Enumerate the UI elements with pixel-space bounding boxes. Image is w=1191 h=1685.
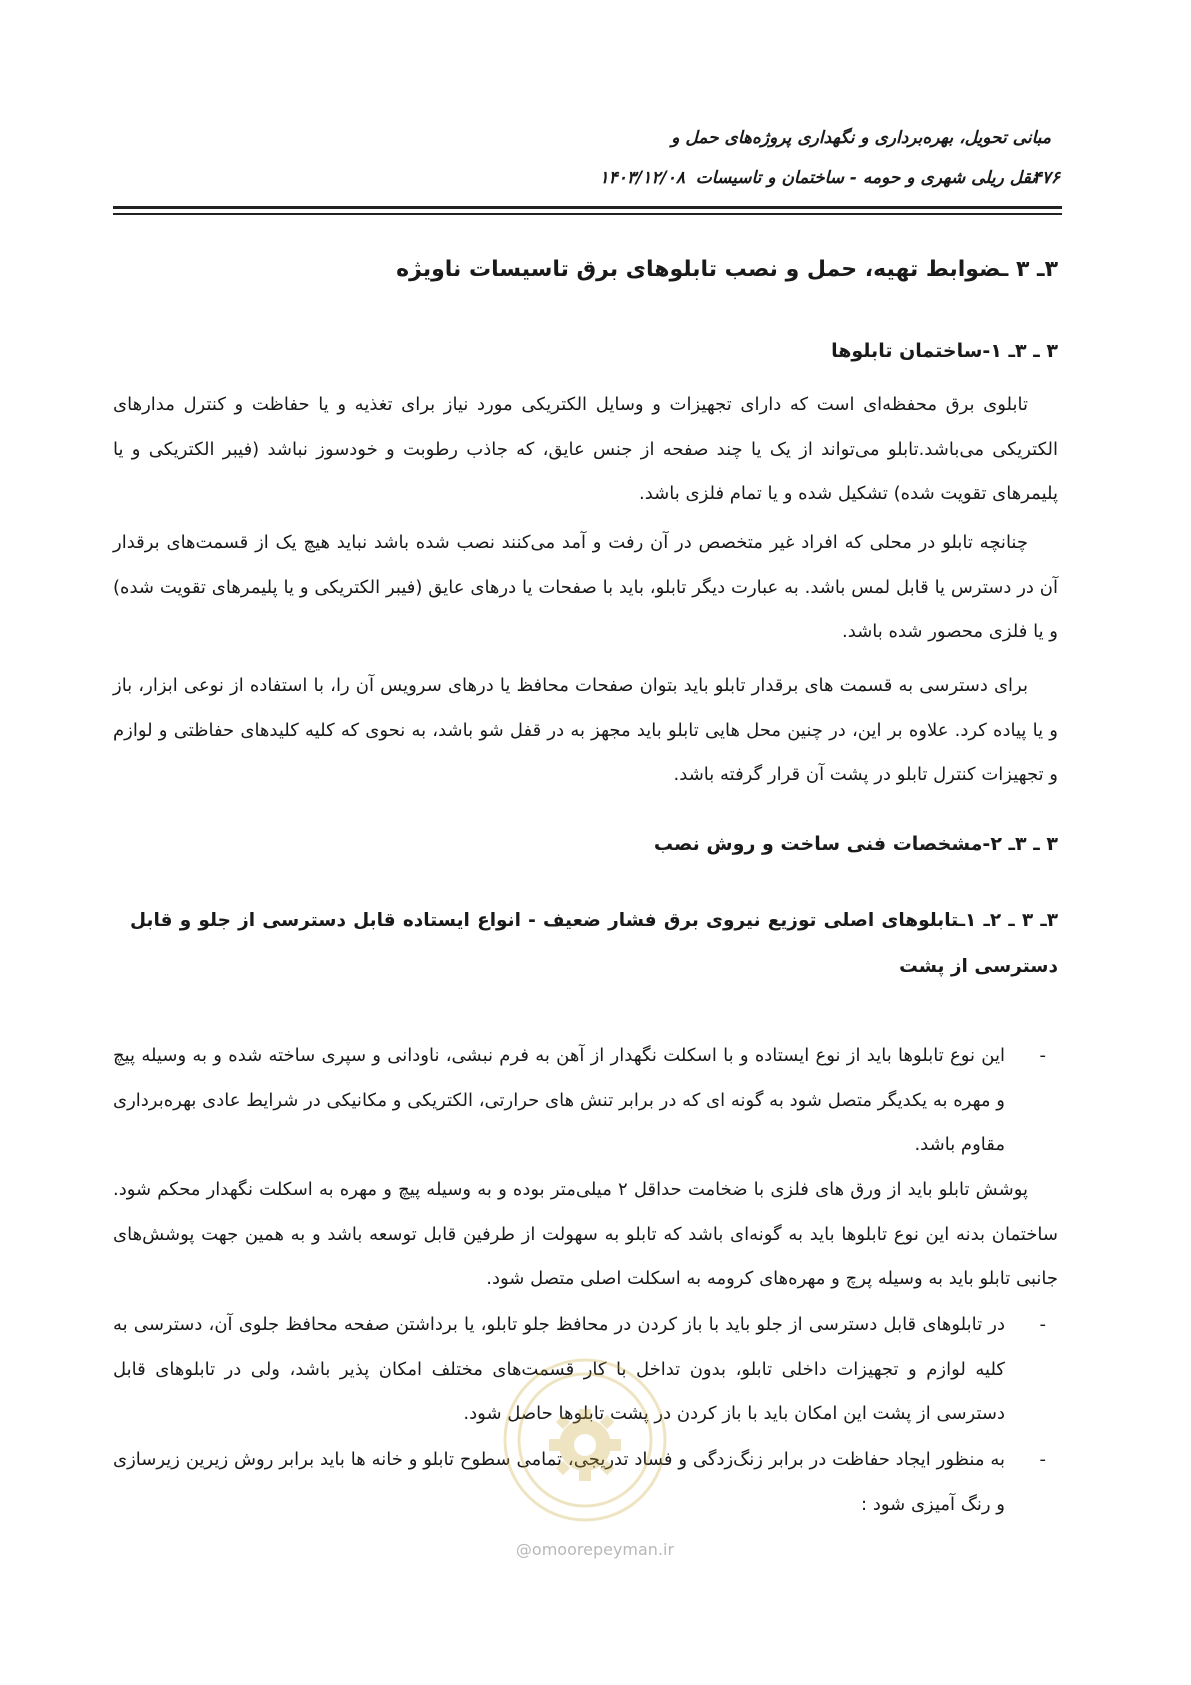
- bullet-text: به منظور ایجاد حفاظت در برابر زنگ‌زدگی و فساد تدریجی، تمامی سطوح تابلو و خانه ها باید برابر روش زیرین زیرسازی و رنگ آمیزی شود :: [113, 1449, 1005, 1515]
- section-heading: ۳ـ ۳ ـضوابط تهیه، حمل و نصب تابلوهای برق تاسیسات ناویژه: [396, 257, 1058, 282]
- paragraph-2-text: چنانچه تابلو در محلی که افراد غیر متخصص در آن رفت و آمد می‌کنند نصب شده باشد نباید هیچ یک از قسمت‌های برقدار آن در دسترس یا قابل لمس باشد. به عبارت دیگر تابلو، باید با صفحات یا درهای عایق (فیبر الکتریکی و یا پلیمرهای تقویت شده) و یا فلزی محصور شده باشد.: [113, 532, 1058, 642]
- page-number: ۴۷۶: [1032, 168, 1060, 188]
- watermark-text: @omoorepeyman.ir: [515, 1540, 675, 1559]
- bullet-text: در تابلوهای قابل دسترسی از جلو باید با باز کردن در محافظ جلو تابلو، یا برداشتن صفحه محافظ جلوی آن، دسترسی به کلیه لوازم و تجهیزات داخلی تابلو، بدون تداخل با کار قسمت‌های مختلف امکان پذیر باشد، ولی در تابلوهای قابل دسترسی از پشت این امکان باید با باز کردن در پشت تابلوها حاصل شود.: [113, 1314, 1005, 1424]
- paragraph-1-text: تابلوی برق محفظه‌ای است که دارای تجهیزات و وسایل الکتریکی مورد نیاز برای تغذیه و یا حفاظت و کنترل مدارهای الکتریکی می‌باشد.تابلو می‌تواند از یک یا چند صفحه از جنس عایق، که جاذب رطوبت و خودسوز نباشد (فیبر الکتریکی و یا پلیمرهای تقویت شده) تشکیل شده و یا تمام فلزی باشد.: [113, 394, 1058, 504]
- gear-seal-icon: [500, 1355, 670, 1525]
- bullet-continuation-text: پوشش تابلو باید از ورق های فلزی با ضخامت حداقل ۲ میلی‌متر بوده و به وسیله پیچ و مهره به اسکلت نگهدار محکم شود. ساختمان بدنه این نوع تابلوها باید به گونه‌ای باشد که تابلو به سهولت از طرفین قابل توسعه باشد و به همین جهت پوشش‌های جانبی تابلو باید به وسیله پرچ و مهره‌های کرومه به اسکلت اصلی متصل شود.: [113, 1179, 1058, 1289]
- header-divider-thick: [113, 206, 1062, 209]
- bullet-text: این نوع تابلوها باید از نوع ایستاده و با اسکلت نگهدار از آهن به فرم نبشی، ناودانی و سپری ساخته شده و به وسیله پیچ و مهره به یکدیگر متصل شود به گونه ای که در برابر تنش های حرارتی، الکتریکی و مکانیکی در شرایط عادی بهره‌برداری مقاوم باشد.: [113, 1045, 1005, 1155]
- subsection-heading-2: ۳ ـ ۳ـ ۲-مشخصات فنی ساخت و روش نصب: [653, 833, 1058, 855]
- paragraph-3: [113, 664, 1058, 798]
- paragraph-2: [113, 521, 1058, 655]
- bullet-dash: -: [1039, 1045, 1046, 1066]
- header-title-line1: مبانی تحویل، بهره‌برداری و نگهداری پروژه‌های حمل و: [671, 128, 1051, 148]
- paragraph-3-text: برای دسترسی به قسمت های برقدار تابلو باید بتوان صفحات محافظ یا درهای سرویس آن را، با استفاده از نوعی ابزار، باز و یا پیاده کرد. علاوه بر این، در چنین محل هایی تابلو باید مجهز به در قفل شو باشد، به نحوی که کلیه کلیدهای حفاظتی و لوازم و تجهیزات کنترل تابلو در پشت آن قرار گرفته باشد.: [113, 675, 1058, 785]
- header-date: ۱۴۰۳/۱۲/۰۸: [599, 168, 685, 188]
- bullet-dash: -: [1039, 1449, 1046, 1470]
- bullet-continuation-paragraph: [113, 1168, 1058, 1302]
- header-divider-thin: [113, 213, 1062, 215]
- subsection-heading-1: ۳ ـ ۳ـ ۱-ساختمان تابلوها: [831, 340, 1058, 362]
- list-item: [113, 1034, 1058, 1168]
- header-title-line2: نقل ریلی شهری و حومه - ساختمان و تاسیسات: [695, 168, 1036, 188]
- subsubsection-heading: ۳ـ ۳ ـ ۲ـ ۱ـتابلوهای اصلی توزیع نیروی برق فشار ضعیف - انواع ایستاده قابل دسترسی از جلو و قابل دسترسی از پشت: [130, 910, 1059, 977]
- paragraph-1: [113, 383, 1058, 517]
- bullet-dash: -: [1039, 1314, 1046, 1335]
